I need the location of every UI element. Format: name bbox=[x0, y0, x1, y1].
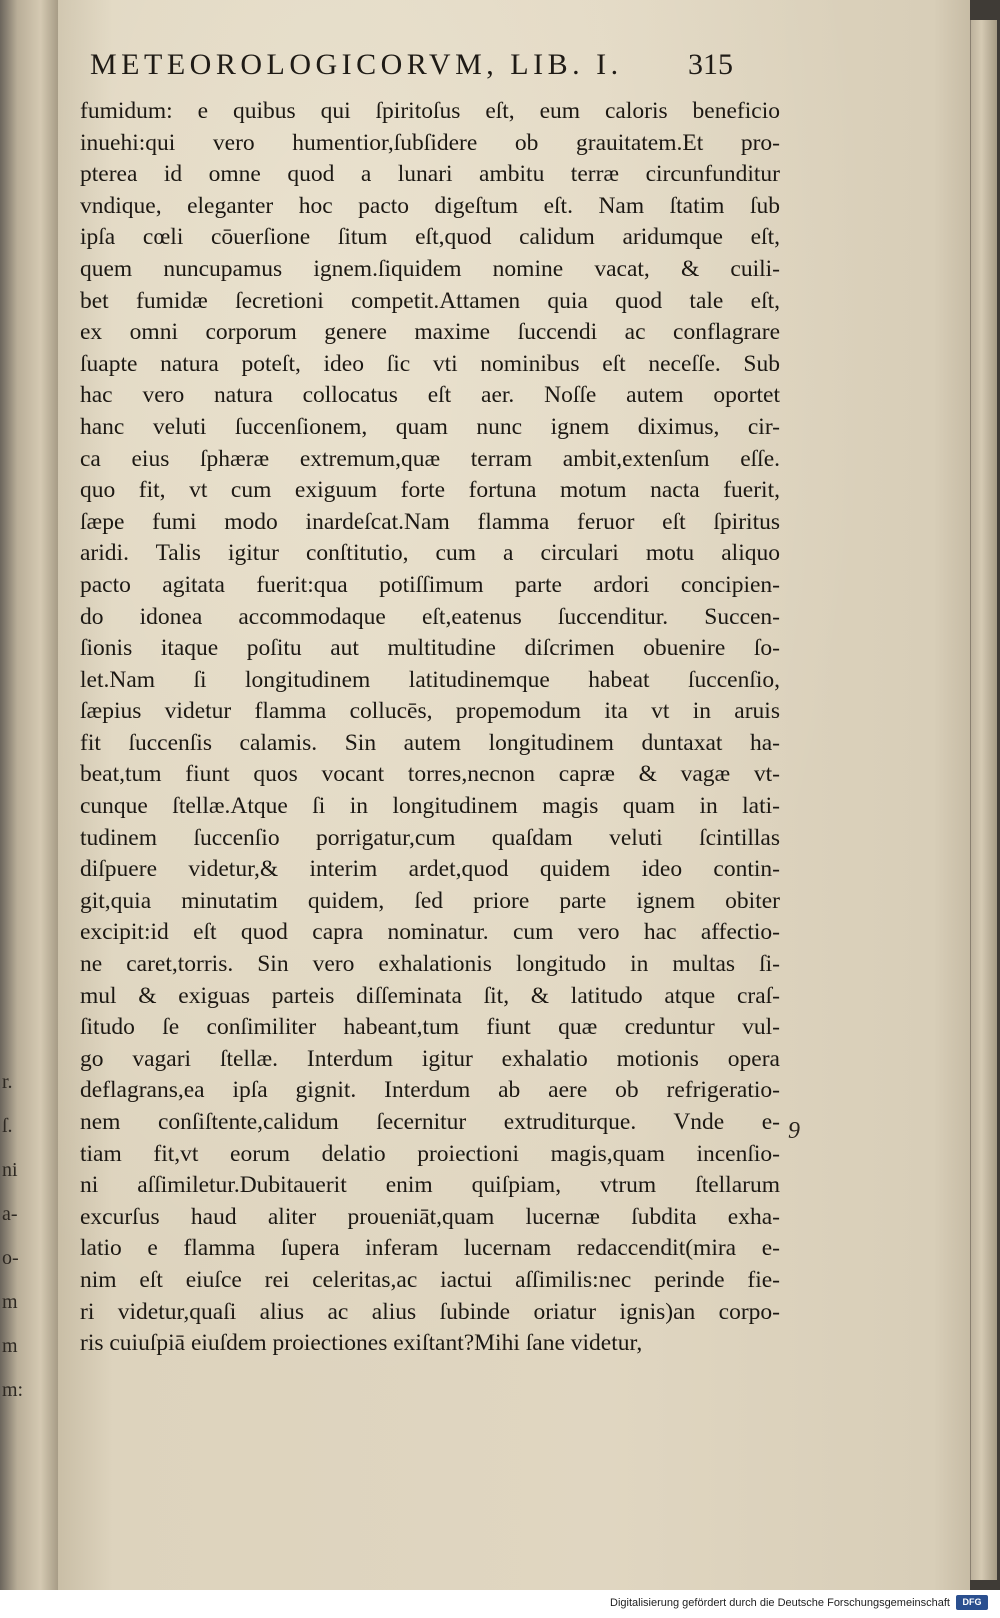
text-line: beat,tum fiunt quos vocant torres,necnon capræ & vagæ vt- bbox=[80, 761, 780, 788]
text-line: let.Nam ſi longitudinem latitudinemque habeat ſuccenſio, bbox=[80, 666, 780, 693]
text-line: nim eſt eiuſce rei celeritas,ac iactui aſſimilis:nec perinde fie- bbox=[80, 1266, 780, 1293]
footer-bar bbox=[0, 1590, 1000, 1618]
text-line: cunque ſtellæ.Atque ſi in longitudinem magis quam in lati- bbox=[80, 793, 780, 820]
text-line: ſionis itaque poſitu aut multitudine diſcrimen obuenire ſo- bbox=[80, 635, 780, 662]
text-line: tudinem ſuccenſio porrigatur,cum quaſdam veluti ſcintillas bbox=[80, 824, 780, 851]
text-line: pacto agitata fuerit:qua potiſſimum parte ardori concipien- bbox=[80, 571, 780, 598]
text-line: do idonea accommodaque eſt,eatenus ſuccenditur. Succen- bbox=[80, 603, 780, 630]
previous-page-mark: o- bbox=[2, 1247, 19, 1269]
text-line: vndique, eleganter hoc pacto digeſtum eſt. Nam ſtatim ſub bbox=[80, 192, 780, 219]
text-line: inuehi:qui vero humentior,ſubſidere ob grauitatem.Et pro- bbox=[80, 129, 780, 156]
previous-page-mark: ſ. bbox=[2, 1115, 13, 1137]
previous-page-mark: m: bbox=[2, 1379, 24, 1401]
text-line: ri videtur,quaſi alius ac alius ſubinde oriatur ignis)an corpo- bbox=[80, 1298, 780, 1325]
running-header bbox=[90, 48, 780, 92]
body-text bbox=[80, 96, 780, 1360]
text-line: ſæpius videtur flamma collucēs, propemodum ita vt in aruis bbox=[80, 698, 780, 725]
page-number: 315 bbox=[688, 48, 733, 81]
text-line: ni aſſimiletur.Dubitauerit enim quiſpiam, vtrum ſtellarum bbox=[80, 1172, 780, 1199]
text-line: ſuapte natura poteſt, ideo ſic vti nominibus eſt neceſſe. Sub bbox=[80, 350, 780, 377]
text-line: diſpuere videtur,& interim ardet,quod quidem ideo contin- bbox=[80, 856, 780, 883]
text-line: quo fit, vt cum exiguum forte fortuna motum nacta fuerit, bbox=[80, 477, 780, 504]
text-line: hanc veluti ſuccenſionem, quam nunc ignem diximus, cir- bbox=[80, 413, 780, 440]
page-edge bbox=[970, 20, 997, 1580]
text-line: quem nuncupamus ignem.ſiquidem nomine vacat, & cuili- bbox=[80, 255, 780, 282]
text-line: pterea id omne quod a lunari ambitu terræ circunfunditur bbox=[80, 161, 780, 188]
text-line: nem conſiſtente,calidum ſecernitur extruditurque. Vnde e- bbox=[80, 1109, 780, 1135]
text-line: go vagari ſtellæ. Interdum igitur exhalatio motionis opera bbox=[80, 1045, 780, 1072]
text-line: ris cuiuſpiā eiuſdem proiectiones exiſtant?Mihi ſane videtur, bbox=[80, 1330, 643, 1357]
text-line: bet fumidæ ſecretioni competit.Attamen quia quod tale eſt, bbox=[80, 287, 780, 314]
text-line: hac vero natura collocatus eſt aer. Noſſe autem oportet bbox=[80, 382, 780, 409]
text-line: tiam fit,vt eorum delatio proiectioni magis,quam incenſio- bbox=[80, 1140, 780, 1167]
text-line: ex omni corporum genere maxime ſuccendi ac conflagrare bbox=[80, 319, 780, 346]
text-line: latio e flamma ſupera inferam lucernam redaccendit(mira e- bbox=[80, 1235, 780, 1262]
text-line: ca eius ſphæræ extremum,quæ terram ambit,extenſum eſſe. bbox=[80, 445, 780, 472]
digitization-credit: Digitalisierung gefördert durch die Deutsche Forschungsgemeinschaft bbox=[610, 1597, 950, 1609]
text-line: fit ſuccenſis calamis. Sin autem longitudinem duntaxat ha- bbox=[80, 729, 780, 756]
text-line: ne caret,torris. Sin vero exhalationis longitudo in multas ſi- bbox=[80, 951, 780, 978]
marginal-note: 9 bbox=[788, 1118, 800, 1144]
previous-page-marks bbox=[2, 1060, 42, 1412]
text-line: fumidum: e quibus qui ſpiritoſus eſt, eum caloris beneficio bbox=[80, 98, 780, 124]
previous-page-mark: m bbox=[2, 1291, 18, 1313]
text-line: mul & exiguas parteis diſſeminata ſit, & latitudo atque craſ- bbox=[80, 982, 780, 1009]
running-title: METEOROLOGICORVM, LIB. I. bbox=[90, 48, 623, 81]
text-line: ſitudo ſe conſimiliter habeant,tum fiunt quæ creduntur vul- bbox=[80, 1014, 780, 1041]
text-line: ipſa cœli cōuerſione ſitum eſt,quod calidum aridumque eſt, bbox=[80, 224, 780, 251]
previous-page-mark: r. bbox=[2, 1071, 13, 1093]
text-line: git,quia minutatim quidem, ſed priore parte ignem obiter bbox=[80, 887, 780, 914]
text-line: excurſus haud aliter proueniāt,quam lucernæ ſubdita exha- bbox=[80, 1203, 780, 1230]
previous-page-mark: m bbox=[2, 1335, 18, 1357]
dfg-logo: DFG bbox=[956, 1595, 988, 1610]
previous-page-mark: a- bbox=[2, 1203, 18, 1225]
previous-page-mark: ni bbox=[2, 1159, 18, 1181]
text-line: aridi. Talis igitur conſtitutio, cum a circulari motu aliquo bbox=[80, 540, 780, 567]
text-line: deflagrans,ea ipſa gignit. Interdum ab aere ob refrigeratio- bbox=[80, 1077, 780, 1104]
text-line: ſæpe fumi modo inardeſcat.Nam flamma feruor eſt ſpiritus bbox=[80, 508, 780, 535]
previous-page-edge bbox=[0, 0, 58, 1590]
text-line: excipit:id eſt quod capra nominatur. cum vero hac affectio- bbox=[80, 919, 780, 946]
